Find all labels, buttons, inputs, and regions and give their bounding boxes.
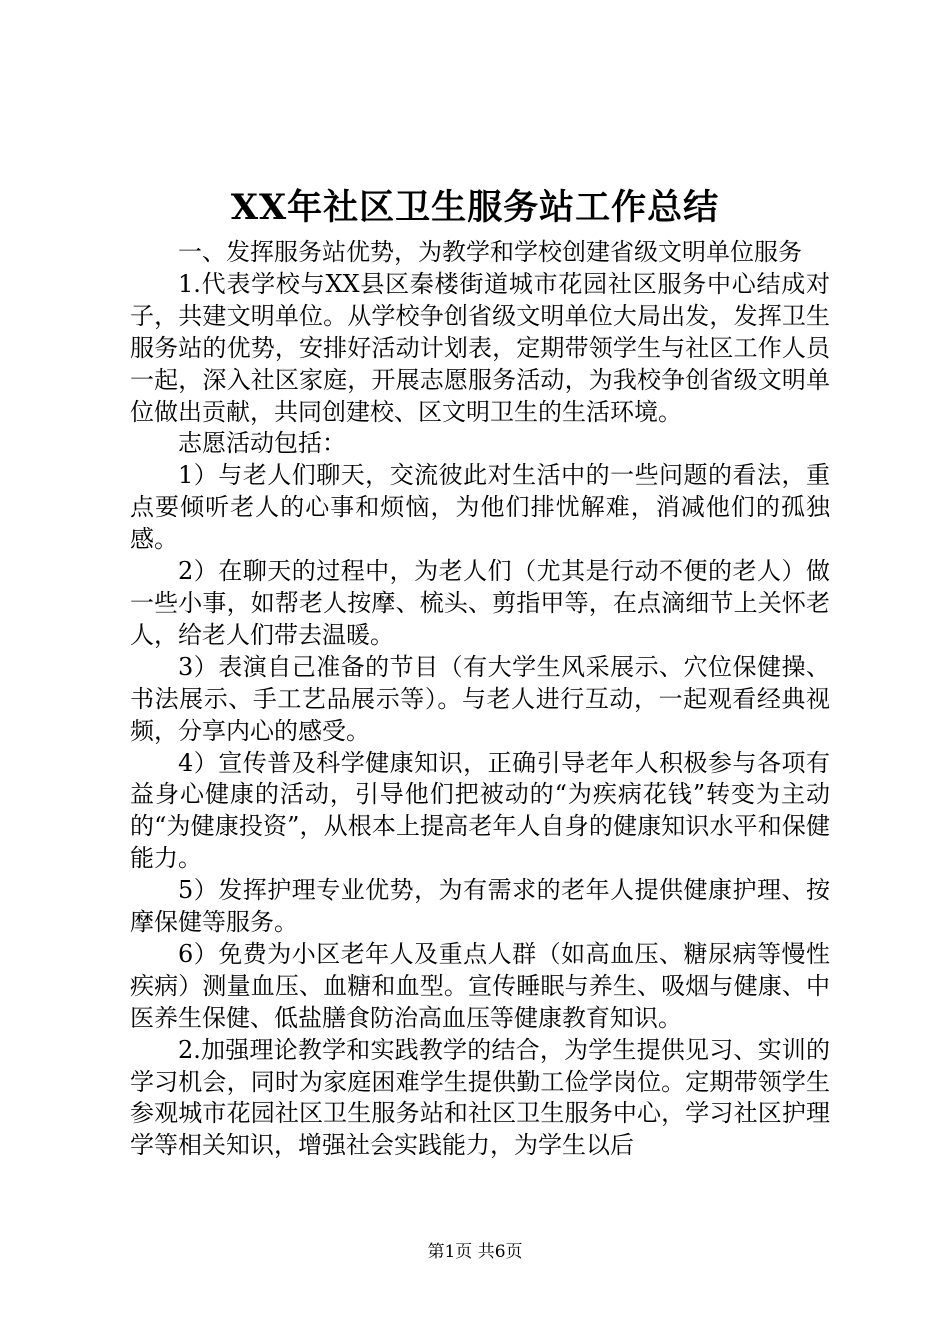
list-item: 4）宣传普及科学健康知识，正确引导老年人积极参与各项有益身心健康的活动，引导他们把被动的“为疾病花钱”转变为主动的“为健康投资”，从根本上提高老年人自身的健康知识水平和保健能力。	[130, 748, 830, 873]
list-item: 2）在聊天的过程中，为老人们（尤其是行动不便的老人）做一些小事，如帮老人按摩、梳头、剪指甲等，在点滴细节上关怀老人，给老人们带去温暖。	[130, 557, 830, 649]
section-heading: 一、发挥服务站优势，为教学和学校创建省级文明单位服务	[178, 238, 802, 266]
paragraph: 志愿活动包括：	[178, 429, 346, 458]
document-title: XX年社区卫生服务站工作总结	[230, 187, 720, 228]
list-item: 5）发挥护理专业优势，为有需求的老年人提供健康护理、按摩保健等服务。	[130, 876, 830, 937]
paragraph: 1.代表学校与XX县区秦楼街道城市花园社区服务中心结成对子，共建文明单位。从学校争创省级文明单位大局出发，发挥卫生服务站的优势，安排好活动计划表，定期带领学生与社区工作人员一起，深入社区家庭，开展志愿服务活动，为我校争创省级文明单位做出贡献，共同创建校、区文明卫生的生活环境。	[130, 269, 830, 426]
paragraph: 2.加强理论教学和实践教学的结合，为学生提供见习、实训的学习机会，同时为家庭困难学生提供勤工俭学岗位。定期带领学生参观城市花园社区卫生服务站和社区卫生服务中心，学习社区护理学等相关知识，增强社会实践能力，为学生以后	[130, 1035, 830, 1160]
list-item: 1）与老人们聊天，交流彼此对生活中的一些问题的看法，重点要倾听老人的心事和烦恼，为他们排忧解难，消减他们的孤独感。	[130, 461, 830, 554]
list-item: 6）免费为小区老年人及重点人群（如高血压、糖尿病等慢性疾病）测量血压、血糖和血型。宣传睡眠与养生、吸烟与健康、中医养生保健、低盐膳食防治高血压等健康教育知识。	[130, 939, 830, 1032]
page-footer: 第1页 共6页	[427, 1242, 523, 1262]
list-item: 3）表演自己准备的节目（有大学生风采展示、穴位保健操、书法展示、手工艺品展示等）。与老人进行互动，一起观看经典视频，分享内心的感受。	[130, 652, 830, 745]
document-body	[130, 237, 830, 1162]
